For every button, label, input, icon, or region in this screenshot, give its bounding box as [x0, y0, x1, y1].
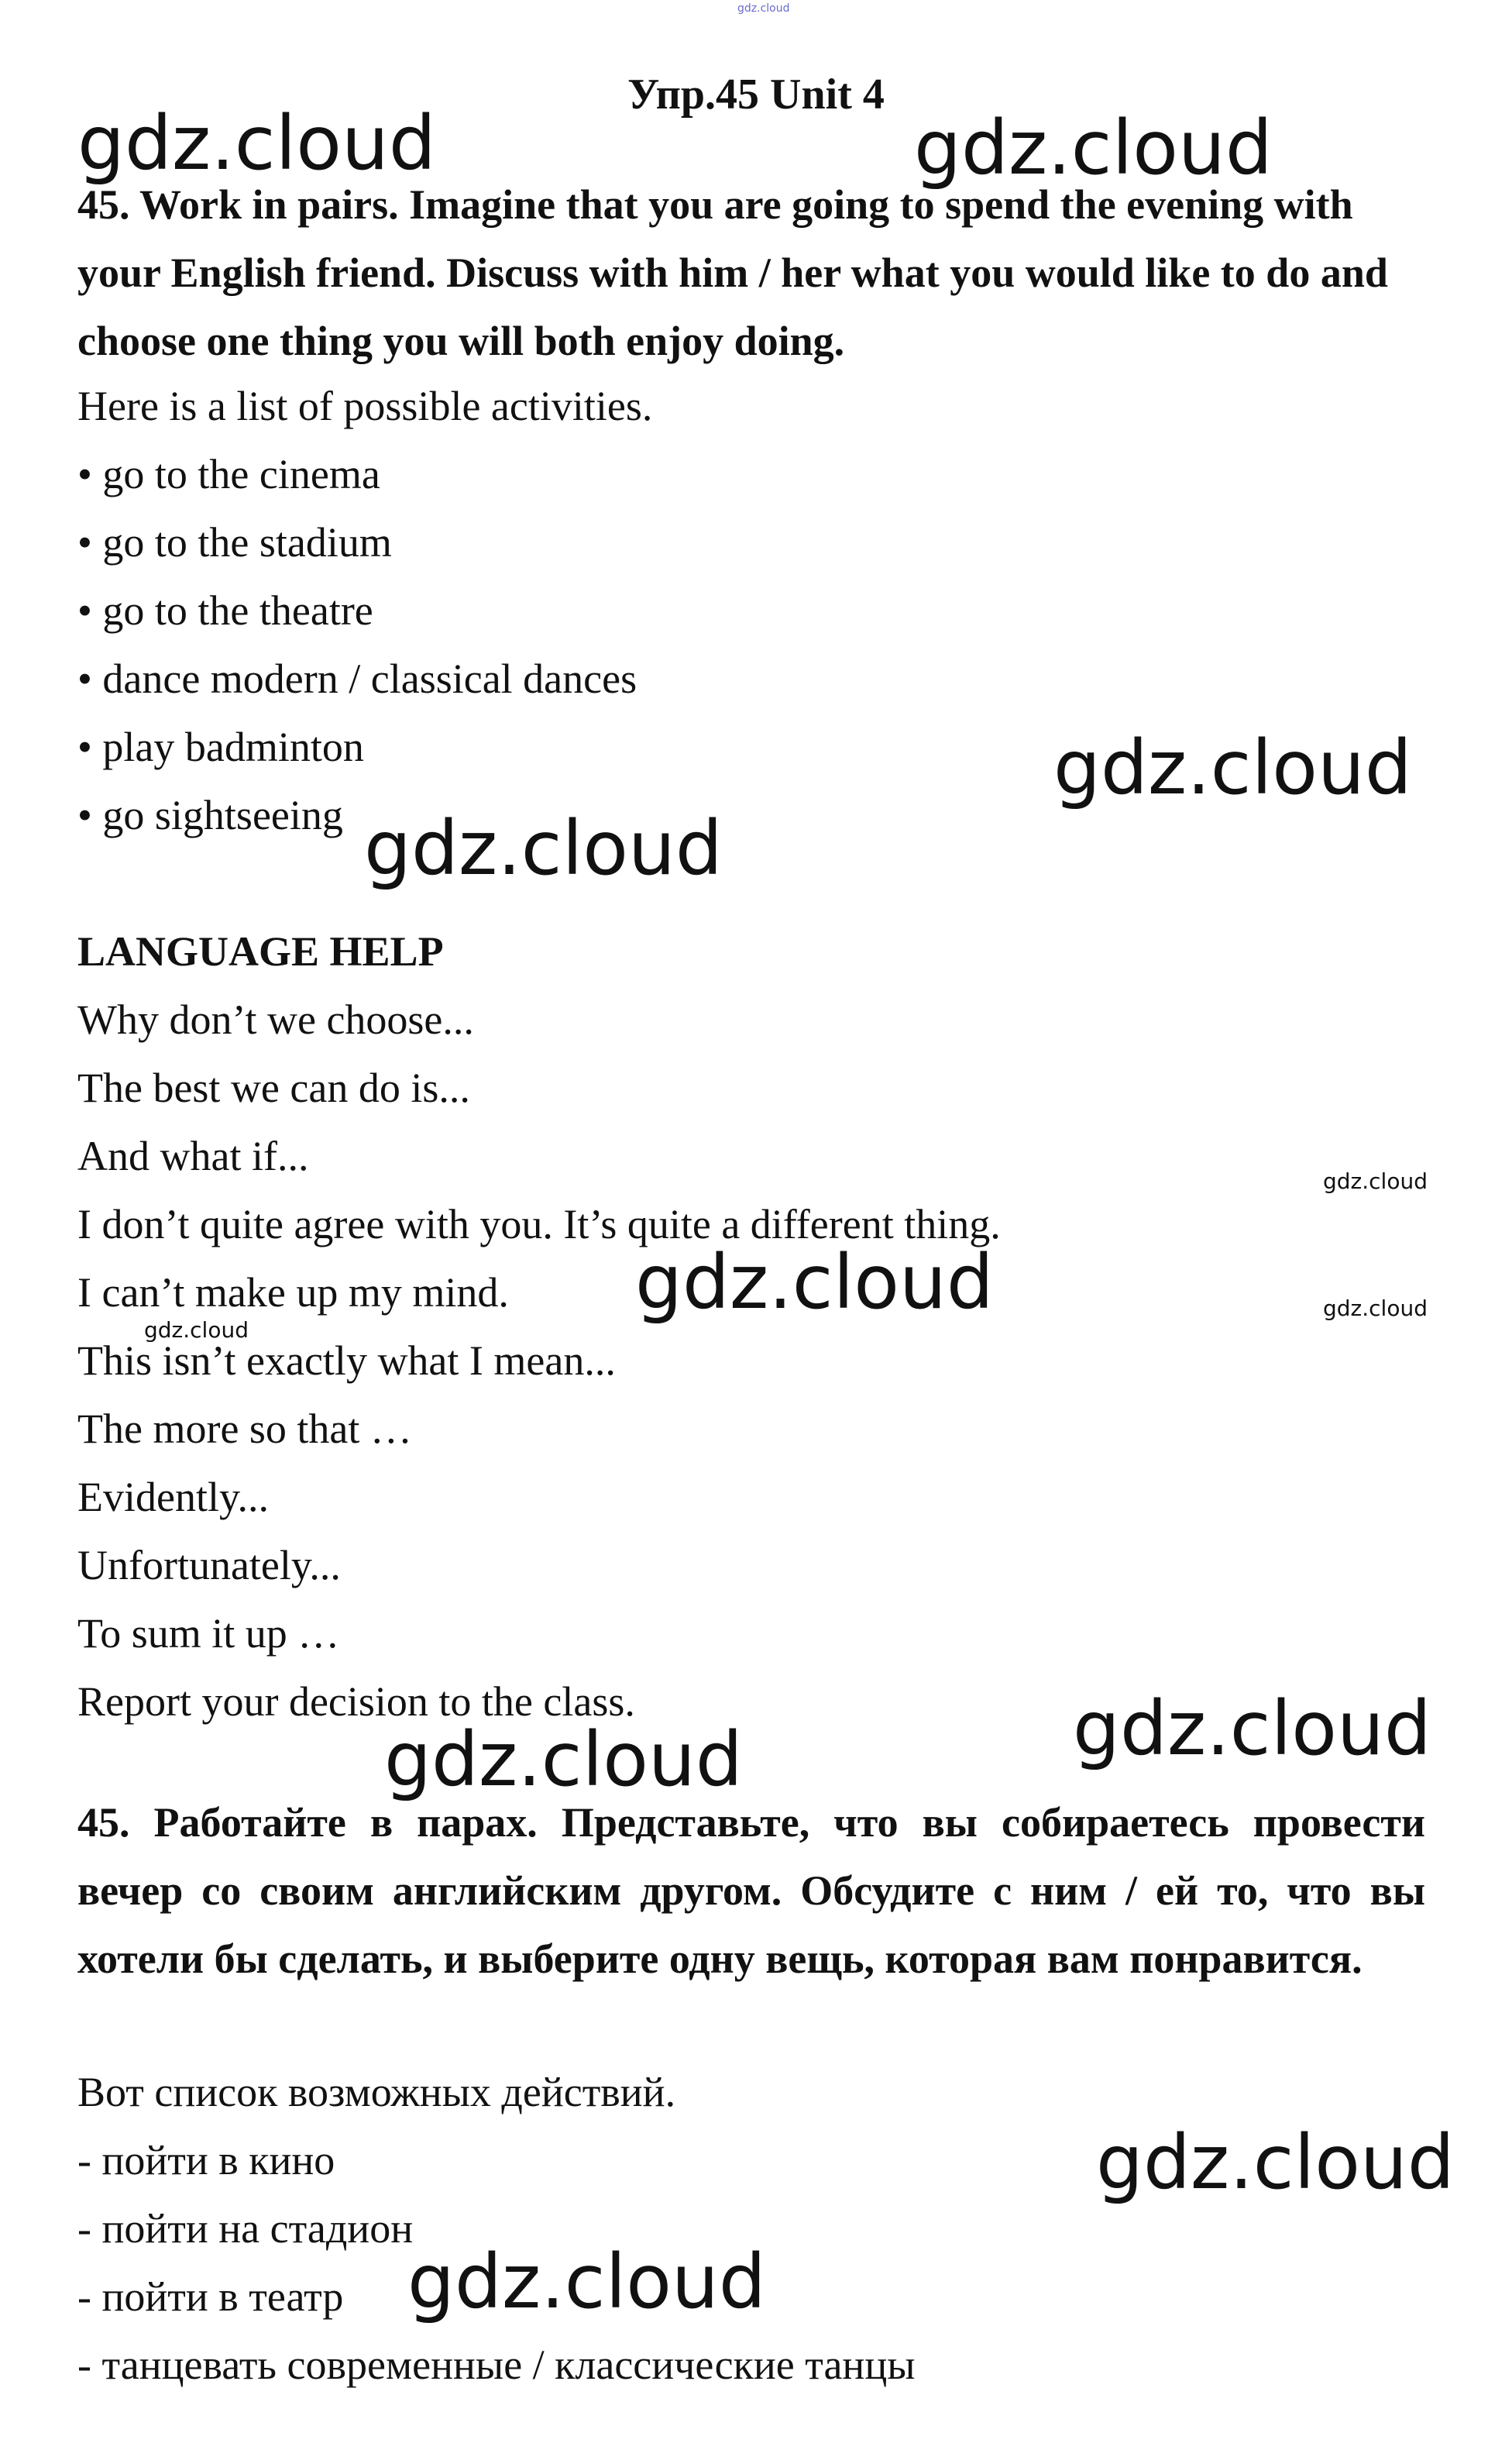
language-help-heading: LANGUAGE HELP: [77, 928, 444, 975]
list-item: • go to the cinema: [77, 451, 380, 497]
list-item: • dance modern / classical dances: [77, 656, 637, 702]
phrase-item: Evidently...: [77, 1474, 269, 1520]
list-item: • go sightseeing: [77, 792, 343, 838]
watermark: gdz.cloud: [384, 1716, 743, 1803]
site-tag: gdz.cloud: [737, 2, 790, 15]
watermark: gdz.cloud: [914, 105, 1273, 191]
phrase-item: I don’t quite agree with you. It’s quite a different thing.: [77, 1201, 1001, 1247]
watermark: gdz.cloud: [144, 1317, 249, 1343]
phrase-item: The best we can do is...: [77, 1065, 470, 1111]
phrase-item: The more so that …: [77, 1406, 412, 1452]
watermark: gdz.cloud: [1053, 724, 1412, 811]
watermark: gdz.cloud: [1096, 2119, 1455, 2206]
watermark: gdz.cloud: [635, 1239, 994, 1326]
watermark: gdz.cloud: [77, 100, 436, 187]
phrase-item: And what if...: [77, 1133, 309, 1179]
watermark: gdz.cloud: [1073, 1685, 1431, 1772]
list-item: • play badminton: [77, 724, 364, 770]
phrase-item: Report your decision to the class.: [77, 1678, 635, 1725]
list-item: - пойти в театр: [77, 2273, 344, 2320]
phrase-item: To sum it up …: [77, 1610, 340, 1657]
list-item: - пойти в кино: [77, 2137, 335, 2183]
list-item: - пойти на стадион: [77, 2205, 414, 2252]
watermark: gdz.cloud: [407, 2238, 766, 2325]
russian-intro: Вот список возможных действий.: [77, 2069, 676, 2115]
phrase-item: Unfortunately...: [77, 1542, 341, 1588]
list-item: - танцевать современные / классические танцы: [77, 2342, 916, 2388]
phrase-item: I can’t make up my mind.: [77, 1269, 509, 1316]
watermark: gdz.cloud: [1323, 1168, 1428, 1194]
english-task: 45. Work in pairs. Imagine that you are going to spend the evening with your English friend. Discuss with him / her what you would like to do and choose one thing you will both enjoy doing.: [77, 181, 1388, 364]
phrase-item: This isn’t exactly what I mean...: [77, 1337, 616, 1384]
list-item: • go to the theatre: [77, 587, 373, 634]
phrase-item: Why don’t we choose...: [77, 996, 474, 1043]
watermark: gdz.cloud: [364, 805, 723, 892]
russian-task: 45. Работайте в парах. Представьте, что вы собираетесь провести вечер со своим английским другом. Обсудите с ним / ей то, что вы хотели бы сделать, и выберите одну вещь, которая вам понравится.: [77, 1799, 1425, 1982]
list-item: • go to the stadium: [77, 519, 392, 566]
watermark: gdz.cloud: [1323, 1296, 1428, 1321]
page-title: Упр.45 Unit 4: [627, 71, 885, 119]
english-intro: Here is a list of possible activities.: [77, 383, 653, 429]
